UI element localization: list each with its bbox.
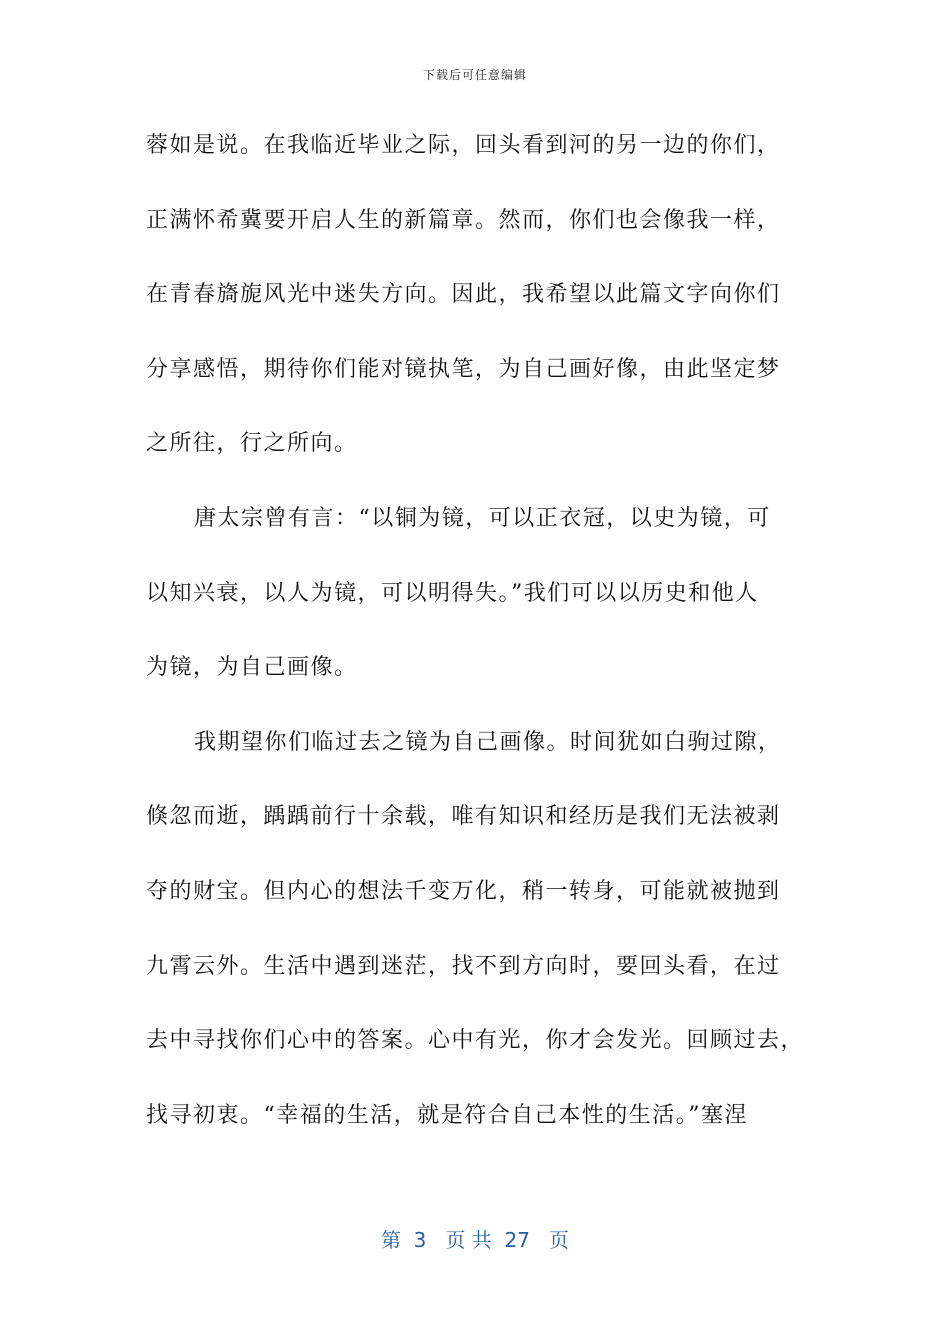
text-line: 倏忽而逝，踽踽前行十余载，唯有知识和经历是我们无法被剥 — [146, 804, 781, 830]
text-line: 以知兴衰，以人为镜，可以明得失。”我们可以以历史和他人 — [146, 580, 759, 606]
text-line: 正满怀希冀要开启人生的新篇章。然而，你们也会像我一样， — [146, 207, 781, 233]
text-line: 之所往，行之所向。 — [146, 431, 358, 457]
document-body — [146, 124, 811, 1168]
text-line: 在青春旖旎风光中迷失方向。因此，我希望以此篇文字向你们 — [146, 282, 781, 308]
text-line: 找寻初衷。“幸福的生活，就是符合自己本性的生活。”塞涅 — [146, 1102, 748, 1128]
page-header-note: 下载后可任意编辑 — [422, 68, 527, 82]
text-line: 分享感悟，期待你们能对镜执笔，为自己画好像，由此坚定梦 — [146, 356, 781, 382]
paragraph-start-line: 唐太宗曾有言：“以铜为镜，可以正衣冠，以史为镜，可 — [194, 505, 771, 531]
page-number-footer: 第 3 页 共 27 页 — [380, 1228, 570, 1252]
text-line: 去中寻找你们心中的答案。心中有光，你才会发光。回顾过去， — [146, 1028, 805, 1054]
text-line: 九霄云外。生活中遇到迷茫，找不到方向时，要回头看，在过 — [146, 953, 781, 979]
text-line: 为镜，为自己画像。 — [146, 655, 358, 681]
text-line: 夺的财宝。但内心的想法千变万化，稍一转身，可能就被抛到 — [146, 878, 781, 904]
paragraph-start-line: 我期望你们临过去之镜为自己画像。时间犹如白驹过隙， — [194, 729, 782, 755]
text-line: 蓉如是说。在我临近毕业之际，回头看到河的另一边的你们， — [146, 133, 781, 158]
